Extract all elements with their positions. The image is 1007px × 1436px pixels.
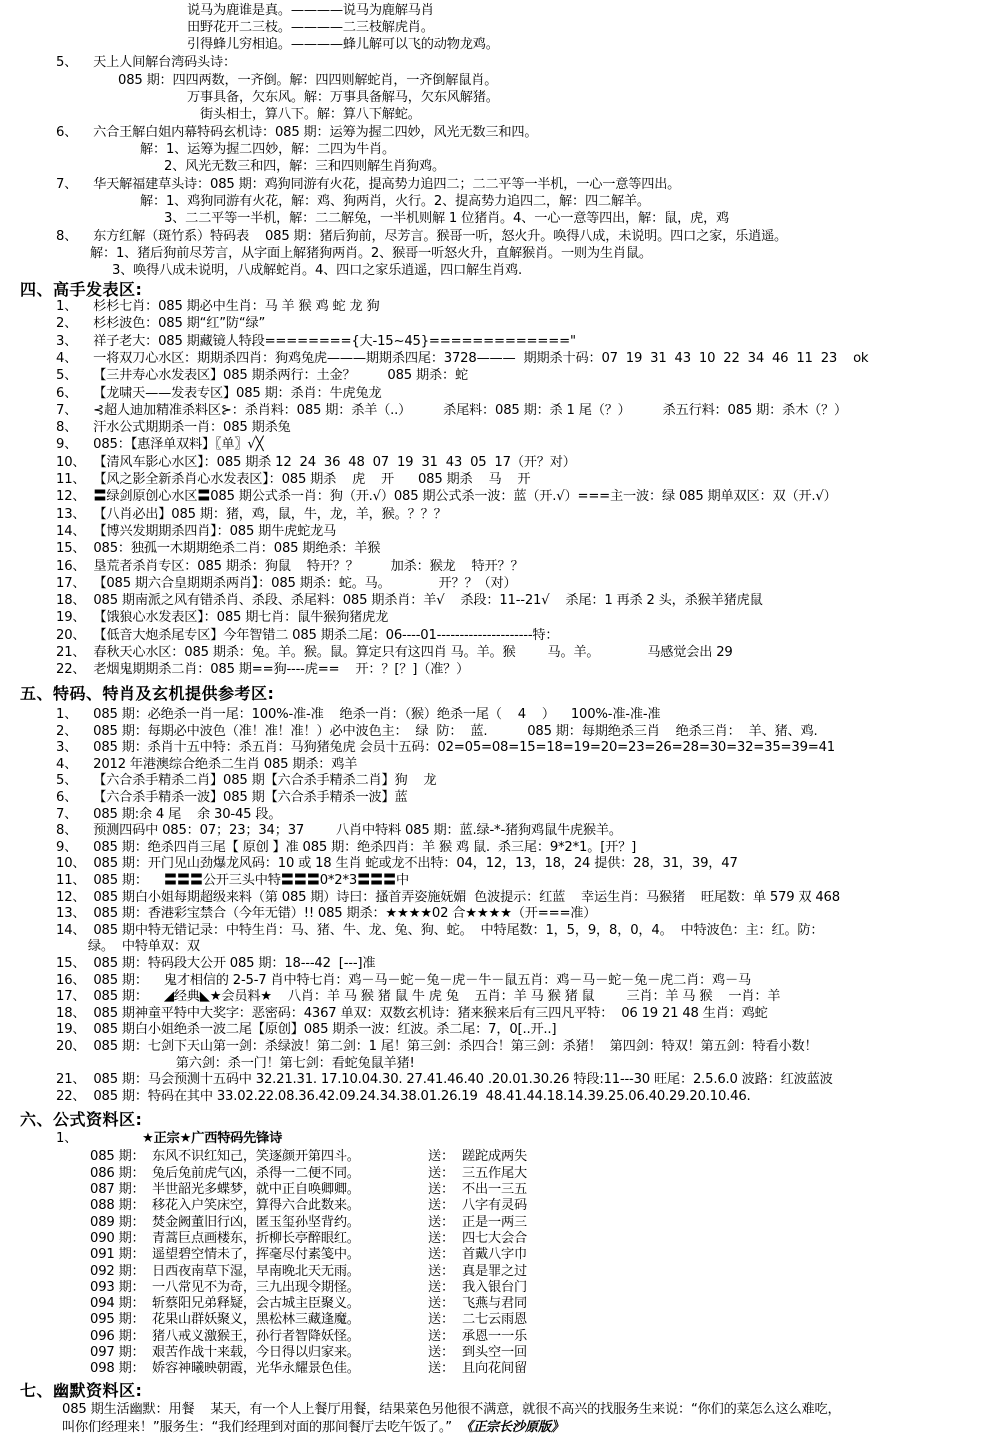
poem-send-label: 送： [428,1328,454,1344]
s4-line-16: 16、 垦荒者杀肖专区：085 期杀：狗鼠 特开？？ 加杀：猴龙 特开？？ [56,558,524,574]
poem-send-label: 送： [428,1247,454,1263]
s5-line-14: 14、 085 期中特无错记录：中特生肖：马、猪、牛、龙、兔、狗、蛇。 中特尾数：1，5，9，8，0，4。 中特波色：主：红。防： [56,922,824,938]
s5-line-14b: 绿。 中特单双：双 [56,939,200,955]
poem-send: 蹉跎成两失 [462,1149,527,1165]
poem-period: 087 期： [90,1182,145,1197]
poem-text: 青蒿巨点画楼东，折柳长亭醉眼红。 [152,1230,360,1246]
s5-line-2: 2、 085 期：每期必中波色（准！准！准！）必中波色主： 绿 防： 蓝. 085 期：每期绝杀三肖 绝杀三肖： 羊、猪、鸡. [56,723,818,739]
poem-text: 兔后兔前虎气凶，杀得一二便不同。 [152,1165,360,1181]
s5-line-7: 7、 085 期:余 4 尾 余 30-45 段。 [56,806,282,822]
s5-line-11: 11、 085 期： 〓〓〓公开三头中特〓〓〓0*2*3〓〓〓中 [56,873,410,888]
block3-line-8: 6、 六合王解白姐内幕特码玄机诗：085 期：运筹为握二四妙，风光无数三和四。 [56,125,538,140]
s5-line-10: 10、 085 期：开门见山劲爆龙风码：10 或 18 生肖 蛇或龙不出特：04，12，13，18，24 提供：28，31，39，47 [56,856,738,872]
block3-line-16: 3、唤得八成未说明，八成解蛇肖。4、四口之家乐逍遥，四口解生肖鸡. [112,263,522,278]
poem-send-label: 送： [428,1198,454,1214]
s4-line-4: 4、 一将双刀心水区：期期杀四肖：狗鸡兔虎———期期杀四尾：3728——— 期期杀十码：07 19 31 43 10 22 34 46 11 23 ok [56,350,869,366]
s5-line-9: 9、 085 期：绝杀四肖三尾【 原创 】准 085 期：绝杀四肖：羊 猴 鸡 鼠. 杀三尾：9*2*1。[开？] [56,839,637,855]
block3-line-13: 3、二二平等一半机，解：二二解兔，一半机则解 1 位猪肖。4、一心一意等四出，解：鼠，虎，鸡 [164,211,730,226]
s4-line-21: 21、 春秋天心水区：085 期杀：兔。羊。猴。鼠。算定只有这四肖 马。羊。猴 马。羊。 马感觉会出 29 [56,645,733,660]
s5-line-12: 12、 085 期白小姐每期超级来料（第 085 期）诗曰：搔首弄姿施妩媚 色波提示：红蓝 幸运生肖：马猴猪 旺尾数：单 579 双 468 [56,889,840,905]
block3-line-3: 引得蜂儿穷相追。————蜂儿解可以飞的动物龙鸡。 [187,37,499,52]
poem-text: 半世韶光多蝶梦，就中正自唤卿卿。 [152,1182,360,1197]
poem-send: 首戴八字巾 [462,1247,527,1263]
poem-send-label: 送： [428,1214,454,1230]
s4-line-5: 5、 【三井寿心水发表区】085 期杀两行：土金？ 085 期杀：蛇 [56,368,468,384]
poem-text: 斩蔡阳兄弟释疑，会古城主臣聚义。 [152,1296,360,1312]
s5-line-6: 6、 【六合杀手精杀一波】085 期【六合杀手精杀一波】蓝 [56,790,408,805]
s5-line-19: 19、 085 期白小姐绝杀一波二尾【原创】085 期杀一波：红波。杀二尾：7，0[..开..] [56,1022,557,1038]
poem-text: 移花入户笑床空，算得六合此数来。 [152,1198,360,1214]
poem-text: 一八常见不为奇，三九出现令期怪。 [152,1279,360,1295]
s5-line-16: 16、 085 期： 鬼才相信的 2-5-7 肖中特七肖：鸡－马－蛇－兔－虎－牛－鼠五肖：鸡－马－蛇－兔－虎二肖：鸡－马 [56,972,752,988]
s5-line-3: 3、 085 期：杀肖十五中特：杀五肖：马狗猪兔虎 会员十五码：02=05=08=15=18=19=20=23=26=28=30=32=35=39=41 [56,740,836,756]
poem-send-label: 送： [428,1312,454,1328]
block3-line-2: 田野花开二三枝。————二三枝解虎肖。 [187,20,434,35]
s5-line-18: 18、 085 期神童平特中大奖字：恶密码：4367 单双：双数玄机诗：猪来猴来后有三四凡平特： 06 19 21 48 生肖：鸡蛇 [56,1005,768,1021]
block3-line-14: 8、 东方红解（斑竹系）特码表 085 期：猪后狗前，尽芳言。猴哥一听，怒火升。唤得八成，未说明。四口之家，乐逍遥。 [56,229,788,244]
poem-text: 娇容神曦映朝霞，光华永耀景色佳。 [152,1361,360,1377]
s4-line-2: 2、 杉杉波色：085 期“红”防“绿” [56,316,266,332]
block3-line-6: 万事具备，欠东风。解：万事具备解马，欠东风解猪。 [187,90,499,105]
section-6-title: 六、公式资料区: [20,1110,143,1130]
poem-period: 096 期： [90,1328,145,1344]
s4-line-11: 11、 【风之影全新杀肖心水发表区】：085 期杀 虎 开 085 期杀 马 开 [56,472,531,487]
s4-line-18: 18、 085 期南派之风有错杀肖、杀段、杀尾料：085 期杀肖：羊√ 杀段：11--21√ 杀尾：1 再杀 2 头，杀猴羊猪虎鼠 [56,593,763,609]
s5-line-4: 4、 2012 年港澳综合绝杀二生肖 085 期杀：鸡羊 [56,756,358,772]
humor-line-2: 叫你们经理来！”服务生：“我们经理到对面的那间餐厅去吃午饭了。” 《正宗长沙原版》 [62,1419,564,1435]
poem-period: 092 期： [90,1263,145,1279]
s4-line-10: 10、 【清风车影心水区】：085 期杀 12 24 36 48 07 19 31 43 05 17（开？对） [56,454,576,470]
poem-period: 089 期： [90,1214,145,1230]
block3-line-1: 说马为鹿谁是真。————说马为鹿解马肖 [187,3,434,18]
poem-send: 飞燕与君同 [462,1296,527,1312]
poem-text: 日西夜南草下湿，早南晚北天无雨。 [152,1263,360,1279]
block3-line-7: 街头相士，算八下。解：算八下解蛇。 [200,107,421,122]
poem-send: 八字有灵码 [462,1198,527,1214]
s4-line-6: 6、 【龙啸天——发表专区】085 期：杀肖：牛虎兔龙 [56,385,382,401]
s5-line-20: 20、 085 期：七剑下天山第一剑：杀绿波！第二剑：1 尾！第三剑：杀四合！第三剑：杀猪！ 第四剑：特双！第五剑：特看小数！ [56,1039,818,1054]
poem-period: 088 期： [90,1198,145,1214]
block3-line-10: 2、风光无数三和四，解：三和四则解生肖狗鸡。 [164,159,445,174]
poem-send: 到头空一回 [462,1345,527,1360]
s4-line-17: 17、 【085 期六合皇期期杀两肖】：085 期杀：蛇。马。 开？？（对） [56,575,517,591]
section-5-title: 五、特码、特肖及玄机提供参考区: [20,684,275,703]
s5-line-8: 8、 预测四码中 085：07；23；34；37 八肖中特料 085 期：蓝.绿-*-猪狗鸡鼠牛虎猴羊。 [56,823,622,839]
s4-line-9: 9、 085：【惠泽单双料】〖单〗√╳ [56,437,264,453]
poem-title: ★正宗★广西特码先锋诗 [142,1131,283,1147]
poem-send: 真是罪之过 [462,1263,527,1279]
poem-send: 不出一三五 [462,1182,527,1197]
s5-line-17: 17、 085 期： ◢经典◣★会员料★ 八肖：羊 马 猴 猪 鼠 牛 虎 兔 五肖：羊 马 猴 猪 鼠 三肖：羊 马 猴 一肖：羊 [56,989,781,1005]
poem-send-label: 送： [428,1345,454,1360]
block3-line-9: 解：1、运筹为握二四妙，解：二四为牛肖。 [140,142,395,157]
section-4-title: 四、高手发表区: [20,280,143,299]
block3-line-4: 5、 天上人间解台湾码头诗： [56,55,237,70]
s4-line-3: 3、 祥子老大：085 期藏镜人特段========{大-15~45}=============" [56,333,576,349]
poem-send: 正是一两三 [462,1214,527,1230]
poem-period: 086 期： [90,1165,145,1181]
s5-line-15: 15、 085 期：特码段大公开 085 期：18---42 [---]准 [56,956,376,971]
s4-line-13: 13、 【八肖必出】085 期：猪，鸡，鼠，牛，龙，羊，猴。？？？ [56,506,447,522]
s4-line-19: 19、 【饿狼心水发表区】：085 期七肖：鼠牛猴狗猪虎龙 [56,610,389,626]
poem-period: 090 期： [90,1230,145,1246]
section-7-title: 七、幽默资料区: [20,1380,143,1400]
poem-text: 猪八戒义激猴王，孙行者智降妖怪。 [152,1328,360,1344]
poem-send: 我入银台门 [462,1279,527,1295]
s4-line-12: 12、 〓绿剑原创心水区〓085 期公式杀一肖：狗（开.√）085 期公式杀一波：蓝（开.√）===主一波：绿 085 期单双区：双（开.√） [56,489,837,505]
poem-send-label: 送： [428,1165,454,1181]
s4-line-1: 1、 杉杉七肖：085 期必中生肖：马 羊 猴 鸡 蛇 龙 狗 [56,299,380,314]
poem-period: 098 期： [90,1361,145,1377]
poem-text: 东风不识红知己，笑逐颜开第四斗。 [152,1149,360,1165]
s4-line-7: 7、 ⊰超人迪加精准杀料区⊱：杀肖料：085 期：杀羊（..） 杀尾料：085 期：杀 1 尾（？） 杀五行料：085 期：杀木（？） [56,402,848,418]
poem-send-label: 送： [428,1230,454,1246]
s4-line-8: 8、 汗水公式期期杀一肖：085 期杀兔 [56,420,291,436]
poem-send: 且向花间留 [462,1361,527,1377]
poem-period: 097 期： [90,1345,145,1360]
poem-send-label: 送： [428,1296,454,1312]
poem-send-label: 送： [428,1263,454,1279]
humor-line-1: 085 期生活幽默：用餐 某天，有一个人上餐厅用餐，结果菜色另他很不满意，就很不高兴的找服务生来说：“你们的菜怎么这么难吃， [62,1401,841,1417]
poem-text: 艰苦作战十来载，今日得以归家来。 [152,1345,360,1360]
s4-line-22: 22、 老烟鬼期期杀二肖：085 期==狗----虎== 开：？[？]（准？） [56,662,470,678]
section-6-item-number: 1、 [56,1131,78,1147]
s5-line-5: 5、 【六合杀手精杀二肖】085 期【六合杀手精杀二肖】狗 龙 [56,773,437,789]
poem-period: 093 期： [90,1279,145,1295]
poem-period: 095 期： [90,1312,145,1328]
s5-line-20b: 第六剑：杀一门！第七剑：看蛇兔鼠羊猪! [56,1055,415,1071]
block3-line-5: 085 期：四四两数，一齐倒。解：四四则解蛇肖，一齐倒解鼠肖。 [118,73,498,88]
poem-send: 二七云雨恩 [462,1312,527,1328]
poem-send-label: 送： [428,1149,454,1165]
block3-line-12: 解：1、鸡狗同游有火花，解：鸡、狗两肖，火行。2、提高势力追四二，解：四二解羊。 [140,194,650,209]
poem-period: 091 期： [90,1247,145,1263]
poem-text: 花果山群妖聚义，黑松林三藏逢魔。 [152,1312,360,1328]
s4-line-20: 20、 【低音大炮杀尾专区】今年智错二 085 期杀二尾：06----01---------------------特： [56,627,559,643]
block3-line-11: 7、 华天解福建草头诗：085 期：鸡狗同游有火花，提高势力追四二；二二平等一半机，一心一意等四出。 [56,177,681,192]
s5-line-22: 22、 085 期：特码在其中 33.02.22.08.36.42.09.24.34.38.01.26.19 48.41.44.18.14.39.25.06.40.29.20.10.46. [56,1088,751,1104]
source-label: 《正宗长沙原版》 [459,1419,564,1435]
poem-send-label: 送： [428,1279,454,1295]
s5-line-21: 21、 085 期：马会预测十五码中 32.21.31. 17.10.04.30. 27.41.46.40 .20.01.30.26 特段:11---30 旺尾：2.5.6.0 波路：红波蓝波 [56,1072,833,1088]
poem-period: 094 期： [90,1296,145,1312]
poem-period: 085 期： [90,1149,145,1165]
s5-line-1: 1、 085 期：必绝杀一肖一尾：100%-准-准 绝杀一肖：（猴）绝杀一尾（ 4 ） 100%-准-准-准 [56,707,661,722]
poem-text: 焚金阙董旧行凶，匿玉玺孙坚背约。 [152,1214,360,1230]
poem-send-label: 送： [428,1361,454,1377]
poem-send: 三五作尾大 [462,1165,527,1181]
block3-line-15: 解：1、猪后狗前尽芳言，从字面上解猪狗两肖。2、猴哥一听怒火升，直解猴肖。一则为生肖鼠。 [90,246,652,261]
poem-send-label: 送： [428,1182,454,1197]
poem-send: 承恩一一乐 [462,1328,527,1344]
s4-line-14: 14、 【博兴发期期杀四肖】：085 期牛虎蛇龙马 [56,523,337,539]
s5-line-13: 13、 085 期：香港彩宝禁合（今年无错）!! 085 期杀：★★★★02 合★★★★（开===准） [56,906,597,922]
poem-text: 遥望碧空情未了，挥毫尽付素笺中。 [152,1247,360,1263]
s4-line-15: 15、 085：独孤一木期期绝杀二肖：085 期绝杀：羊猴 [56,541,381,557]
poem-send: 四七大会合 [462,1230,527,1246]
